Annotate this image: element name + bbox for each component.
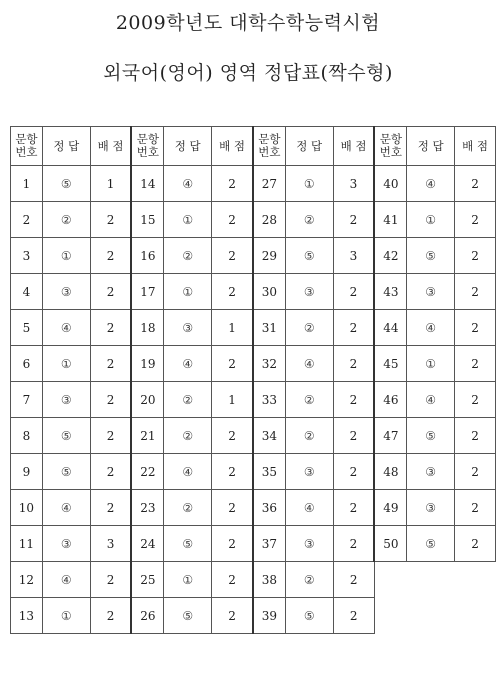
- answer-cell: [164, 382, 212, 418]
- points-cell: 2: [90, 598, 131, 634]
- answer-cell: [42, 562, 90, 598]
- points-cell: 2: [212, 490, 253, 526]
- answer-circled-number: ③: [425, 464, 437, 479]
- question-number-cell: 6: [11, 346, 43, 382]
- question-number-cell: 42: [374, 238, 406, 274]
- answer-cell: [285, 274, 333, 310]
- answer-cell: [164, 238, 212, 274]
- answer-circled-number: ①: [60, 608, 72, 623]
- table-row: [11, 166, 496, 202]
- answer-circled-number: ②: [182, 428, 194, 443]
- header-question-number-label: [258, 133, 280, 157]
- question-number-cell: 20: [131, 382, 163, 418]
- answer-circled-number: ③: [182, 320, 194, 335]
- answer-cell: [42, 202, 90, 238]
- answer-circled-number: ②: [303, 428, 315, 443]
- header-answer: 정 답: [164, 127, 212, 166]
- question-number-cell: 43: [374, 274, 406, 310]
- answer-circled-number: ②: [303, 320, 315, 335]
- answer-cell: [42, 454, 90, 490]
- question-number-cell: 16: [131, 238, 163, 274]
- table-row: [11, 526, 496, 562]
- points-cell: 1: [212, 382, 253, 418]
- answer-circled-number: ②: [303, 392, 315, 407]
- table-row: [11, 274, 496, 310]
- question-number-cell: 49: [374, 490, 406, 526]
- answer-cell: [164, 166, 212, 202]
- question-number-cell: 25: [131, 562, 163, 598]
- answer-circled-number: ⑤: [182, 536, 194, 551]
- points-cell: 2: [212, 274, 253, 310]
- answer-circled-number: ⑤: [425, 536, 437, 551]
- question-number-cell: 22: [131, 454, 163, 490]
- answer-cell: [407, 382, 455, 418]
- points-cell: 2: [333, 526, 374, 562]
- answer-circled-number: ②: [60, 212, 72, 227]
- question-number-cell: 2: [11, 202, 43, 238]
- answer-circled-number: ④: [60, 572, 72, 587]
- question-number-cell: 17: [131, 274, 163, 310]
- header-question-line2: 번호: [15, 144, 38, 159]
- points-cell: 2: [212, 418, 253, 454]
- answer-cell: [407, 418, 455, 454]
- header-question-number: [374, 127, 406, 166]
- question-number-cell: 18: [131, 310, 163, 346]
- table-row: [11, 382, 496, 418]
- answer-circled-number: ④: [425, 320, 437, 335]
- answer-cell: [164, 346, 212, 382]
- answer-cell: [42, 346, 90, 382]
- question-number-cell: 48: [374, 454, 406, 490]
- table-row: [11, 202, 496, 238]
- header-points: 배 점: [333, 127, 374, 166]
- points-cell: 1: [90, 166, 131, 202]
- points-cell: 2: [455, 238, 496, 274]
- header-question-number: [11, 127, 43, 166]
- answer-cell: [285, 526, 333, 562]
- question-number-cell: 13: [11, 598, 43, 634]
- answer-cell: [42, 598, 90, 634]
- answer-cell: [42, 166, 90, 202]
- question-number-cell: 30: [253, 274, 285, 310]
- answer-cell: [285, 562, 333, 598]
- points-cell: 3: [90, 526, 131, 562]
- table-row: [11, 418, 496, 454]
- question-number-cell: 38: [253, 562, 285, 598]
- answer-circled-number: ③: [60, 536, 72, 551]
- header-question-line2: 번호: [258, 144, 281, 159]
- answer-cell: [285, 454, 333, 490]
- question-number-cell: 44: [374, 310, 406, 346]
- answer-cell: [407, 310, 455, 346]
- answer-circled-number: ②: [182, 392, 194, 407]
- question-number-cell: 23: [131, 490, 163, 526]
- question-number-cell: 21: [131, 418, 163, 454]
- answer-cell: [42, 418, 90, 454]
- answer-cell: [285, 418, 333, 454]
- header-question-line1: 문항: [15, 132, 38, 147]
- table-row: [11, 238, 496, 274]
- answer-cell: [164, 274, 212, 310]
- question-number-cell: 5: [11, 310, 43, 346]
- points-cell: 2: [90, 562, 131, 598]
- points-cell: 2: [455, 166, 496, 202]
- header-answer: 정 답: [407, 127, 455, 166]
- answer-circled-number: ③: [425, 284, 437, 299]
- answer-cell: [285, 490, 333, 526]
- answer-circled-number: ⑤: [425, 248, 437, 263]
- question-number-cell: 37: [253, 526, 285, 562]
- answer-cell: [164, 202, 212, 238]
- points-cell: 2: [333, 382, 374, 418]
- points-cell: 2: [455, 310, 496, 346]
- question-number-cell: 1: [11, 166, 43, 202]
- points-cell: 2: [90, 202, 131, 238]
- answer-cell: [164, 490, 212, 526]
- header-question-line1: 문항: [136, 132, 160, 147]
- header-question-number: [131, 127, 163, 166]
- answer-cell: [407, 202, 455, 238]
- points-cell: 2: [333, 598, 374, 634]
- table-row: [11, 454, 496, 490]
- points-cell: 2: [90, 382, 131, 418]
- answer-circled-number: ①: [182, 284, 194, 299]
- answer-circled-number: ④: [182, 176, 194, 191]
- question-number-cell: 33: [253, 382, 285, 418]
- question-number-cell: 36: [253, 490, 285, 526]
- answer-circled-number: ⑤: [425, 428, 437, 443]
- question-number-cell: 41: [374, 202, 406, 238]
- answer-circled-number: ①: [182, 212, 194, 227]
- question-number-cell: 32: [253, 346, 285, 382]
- question-number-cell: 26: [131, 598, 163, 634]
- points-cell: 2: [212, 598, 253, 634]
- answer-cell: [285, 382, 333, 418]
- empty-cell: [407, 598, 455, 634]
- answer-circled-number: ④: [425, 392, 437, 407]
- question-number-cell: 27: [253, 166, 285, 202]
- answer-cell: [42, 274, 90, 310]
- points-cell: 2: [455, 526, 496, 562]
- question-number-cell: 34: [253, 418, 285, 454]
- question-number-cell: 15: [131, 202, 163, 238]
- header-question-number-label: [380, 133, 402, 157]
- answer-cell: [42, 382, 90, 418]
- header-points: 배 점: [90, 127, 131, 166]
- points-cell: 2: [333, 346, 374, 382]
- answer-circled-number: ④: [60, 500, 72, 515]
- answer-circled-number: ②: [303, 572, 315, 587]
- question-number-cell: 7: [11, 382, 43, 418]
- answer-cell: [285, 598, 333, 634]
- header-points: 배 점: [212, 127, 253, 166]
- empty-cell: [455, 598, 496, 634]
- question-number-cell: 39: [253, 598, 285, 634]
- question-number-cell: 31: [253, 310, 285, 346]
- points-cell: 2: [455, 346, 496, 382]
- question-number-cell: 35: [253, 454, 285, 490]
- header-question-line1: 문항: [379, 132, 402, 147]
- answer-circled-number: ⑤: [182, 608, 194, 623]
- answer-cell: [285, 166, 333, 202]
- table-header-row: [11, 127, 496, 166]
- answer-circled-number: ③: [60, 284, 72, 299]
- answer-cell: [164, 526, 212, 562]
- answer-circled-number: ④: [182, 464, 194, 479]
- answer-circled-number: ②: [303, 212, 315, 227]
- header-question-number-label: [15, 133, 37, 157]
- answer-cell: [407, 274, 455, 310]
- answer-cell: [42, 238, 90, 274]
- answer-circled-number: ③: [303, 536, 315, 551]
- header-question-number: [253, 127, 285, 166]
- answer-cell: [407, 490, 455, 526]
- header-answer: 정 답: [42, 127, 90, 166]
- points-cell: 2: [212, 526, 253, 562]
- points-cell: 2: [455, 202, 496, 238]
- header-question-line2: 번호: [136, 144, 160, 159]
- points-cell: 2: [212, 202, 253, 238]
- answer-circled-number: ①: [425, 356, 437, 371]
- points-cell: 2: [455, 418, 496, 454]
- table-row: [11, 490, 496, 526]
- question-number-cell: 28: [253, 202, 285, 238]
- answer-circled-number: ⑤: [303, 608, 315, 623]
- table-row: [11, 598, 496, 634]
- answer-circled-number: ④: [60, 320, 72, 335]
- question-number-cell: 12: [11, 562, 43, 598]
- points-cell: 2: [333, 202, 374, 238]
- question-number-cell: 11: [11, 526, 43, 562]
- header-question-line2: 번호: [379, 144, 402, 159]
- answer-circled-number: ①: [182, 572, 194, 587]
- points-cell: 2: [212, 346, 253, 382]
- question-number-cell: 4: [11, 274, 43, 310]
- answer-circled-number: ⑤: [60, 428, 72, 443]
- answer-circled-number: ④: [303, 500, 315, 515]
- empty-cell: [455, 562, 496, 598]
- answer-circled-number: ⑤: [60, 176, 72, 191]
- table-row: [11, 310, 496, 346]
- question-number-cell: 46: [374, 382, 406, 418]
- points-cell: 2: [333, 454, 374, 490]
- answer-key-table: [10, 126, 496, 634]
- empty-cell: [407, 562, 455, 598]
- empty-cell: [374, 598, 406, 634]
- answer-cell: [407, 454, 455, 490]
- question-number-cell: 50: [374, 526, 406, 562]
- answer-circled-number: ③: [425, 500, 437, 515]
- answer-cell: [164, 598, 212, 634]
- points-cell: 2: [90, 418, 131, 454]
- question-number-cell: 45: [374, 346, 406, 382]
- header-question-line1: 문항: [258, 132, 281, 147]
- points-cell: 2: [90, 274, 131, 310]
- answer-cell: [42, 490, 90, 526]
- points-cell: 2: [90, 490, 131, 526]
- question-number-cell: 19: [131, 346, 163, 382]
- question-number-cell: 3: [11, 238, 43, 274]
- points-cell: 2: [455, 454, 496, 490]
- answer-circled-number: ②: [182, 248, 194, 263]
- points-cell: 2: [333, 490, 374, 526]
- points-cell: 2: [333, 418, 374, 454]
- answer-cell: [285, 202, 333, 238]
- answer-circled-number: ③: [303, 284, 315, 299]
- header-answer: 정 답: [285, 127, 333, 166]
- points-cell: 2: [455, 382, 496, 418]
- points-cell: 2: [455, 274, 496, 310]
- empty-cell: [374, 562, 406, 598]
- question-number-cell: 10: [11, 490, 43, 526]
- points-cell: 2: [90, 310, 131, 346]
- points-cell: 2: [333, 310, 374, 346]
- answer-circled-number: ④: [425, 176, 437, 191]
- table-row: [11, 346, 496, 382]
- points-cell: 3: [333, 238, 374, 274]
- answer-cell: [285, 310, 333, 346]
- points-cell: 1: [212, 310, 253, 346]
- points-cell: 2: [90, 238, 131, 274]
- points-cell: 2: [212, 166, 253, 202]
- answer-cell: [42, 526, 90, 562]
- points-cell: 2: [333, 274, 374, 310]
- answer-cell: [164, 418, 212, 454]
- answer-circled-number: ④: [182, 356, 194, 371]
- question-number-cell: 29: [253, 238, 285, 274]
- question-number-cell: 47: [374, 418, 406, 454]
- table-row: [11, 562, 496, 598]
- points-cell: 2: [333, 562, 374, 598]
- question-number-cell: 14: [131, 166, 163, 202]
- answer-circled-number: ①: [425, 212, 437, 227]
- answer-circled-number: ①: [303, 176, 315, 191]
- page-title: 2009학년도 대학수학능력시험: [115, 12, 381, 34]
- points-cell: 2: [90, 454, 131, 490]
- question-number-cell: 24: [131, 526, 163, 562]
- answer-circled-number: ①: [60, 248, 72, 263]
- header-question-number-label: [137, 133, 159, 157]
- points-cell: 2: [90, 346, 131, 382]
- question-number-cell: 9: [11, 454, 43, 490]
- answer-cell: [407, 166, 455, 202]
- answer-circled-number: ③: [303, 464, 315, 479]
- points-cell: 3: [333, 166, 374, 202]
- answer-circled-number: ⑤: [60, 464, 72, 479]
- answer-circled-number: ③: [60, 392, 72, 407]
- points-cell: 2: [212, 562, 253, 598]
- question-number-cell: 40: [374, 166, 406, 202]
- answer-cell: [285, 238, 333, 274]
- answer-circled-number: ④: [303, 356, 315, 371]
- points-cell: 2: [212, 454, 253, 490]
- answer-cell: [407, 346, 455, 382]
- page-subtitle: 외국어(영어) 영역 정답표(짝수형): [103, 62, 393, 84]
- answer-cell: [42, 310, 90, 346]
- answer-circled-number: ①: [60, 356, 72, 371]
- answer-cell: [407, 526, 455, 562]
- answer-cell: [407, 238, 455, 274]
- answer-cell: [164, 310, 212, 346]
- header-points: 배 점: [455, 127, 496, 166]
- answer-circled-number: ⑤: [303, 248, 315, 263]
- answer-cell: [164, 454, 212, 490]
- answer-cell: [164, 562, 212, 598]
- answer-circled-number: ②: [182, 500, 194, 515]
- points-cell: 2: [455, 490, 496, 526]
- answer-cell: [285, 346, 333, 382]
- question-number-cell: 8: [11, 418, 43, 454]
- points-cell: 2: [212, 238, 253, 274]
